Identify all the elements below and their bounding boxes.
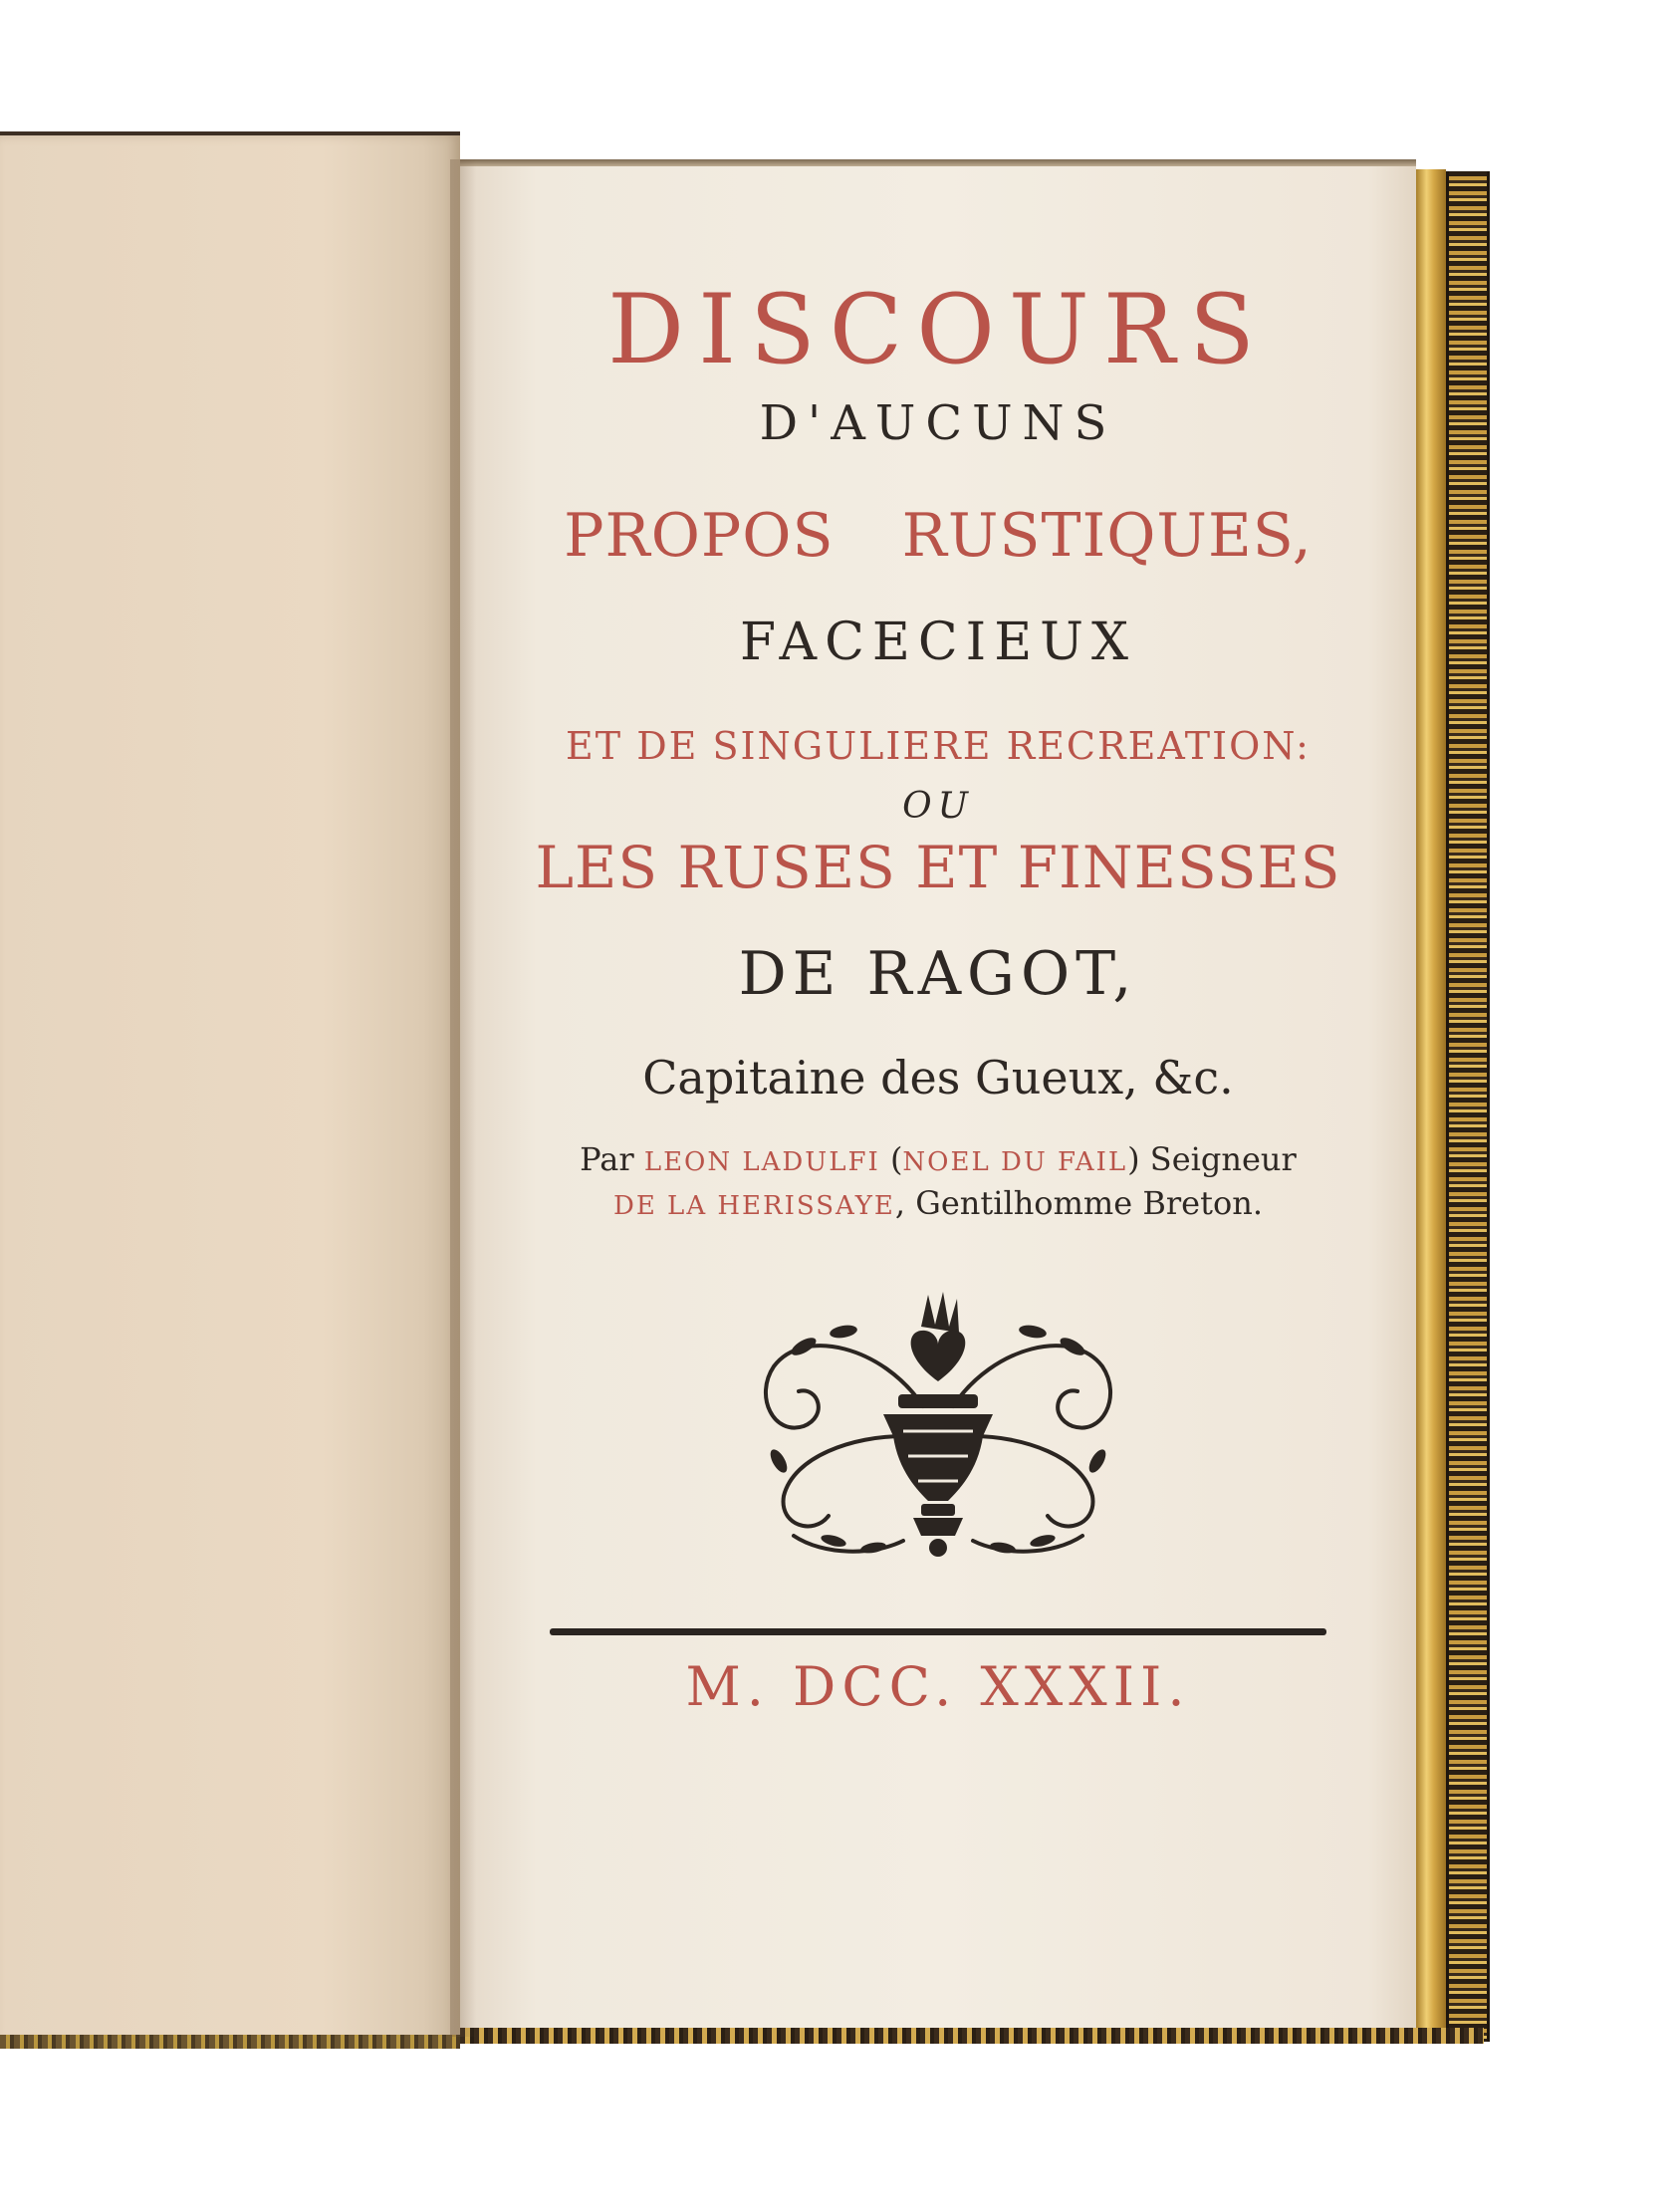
gilt-roll-border bbox=[1446, 171, 1490, 2042]
title-facecieux: FACECIEUX bbox=[740, 613, 1136, 672]
author-paren-open: ( bbox=[889, 1140, 903, 1178]
title-propos-rustiques: PROPOS RUSTIQUES, bbox=[564, 501, 1313, 571]
author-title: Gentilhomme Breton. bbox=[915, 1184, 1264, 1222]
author-comma: , bbox=[894, 1184, 906, 1222]
author-line-2 bbox=[460, 1184, 1416, 1222]
title-discours: DISCOURS bbox=[607, 274, 1269, 385]
title-de-ragot: DE RAGOT, bbox=[738, 939, 1138, 1009]
author-seigneur: Seigneur bbox=[1149, 1140, 1297, 1178]
author-par: Par bbox=[580, 1140, 634, 1178]
title-daucuns: D'AUCUNS bbox=[759, 395, 1117, 451]
title-ruses-finesses: LES RUSES ET FINESSES bbox=[535, 834, 1341, 901]
author-place: DE LA HERISSAYE bbox=[612, 1191, 895, 1221]
horizontal-rule bbox=[550, 1628, 1326, 1635]
gilt-fore-edge bbox=[1416, 169, 1446, 2037]
author-line-1 bbox=[460, 1140, 1416, 1178]
bottom-gilt-roll bbox=[460, 2028, 1484, 2044]
author-paren-close: ) bbox=[1127, 1140, 1140, 1178]
title-recreation: ET DE SINGULIERE RECREATION: bbox=[566, 724, 1311, 768]
left-board-edge bbox=[0, 2035, 460, 2049]
author-pseudonym: LEON LADULFI bbox=[643, 1147, 880, 1177]
left-page bbox=[0, 131, 460, 2043]
imprint-date: M. DCC. XXXII. bbox=[685, 1655, 1191, 1718]
urn-with-flaming-heart-and-scrolls-icon bbox=[734, 1287, 1142, 1576]
title-ou: OU bbox=[902, 786, 974, 827]
author-real-name: NOEL DU FAIL bbox=[902, 1147, 1128, 1177]
title-capitaine: Capitaine des Gueux, &c. bbox=[642, 1051, 1234, 1105]
